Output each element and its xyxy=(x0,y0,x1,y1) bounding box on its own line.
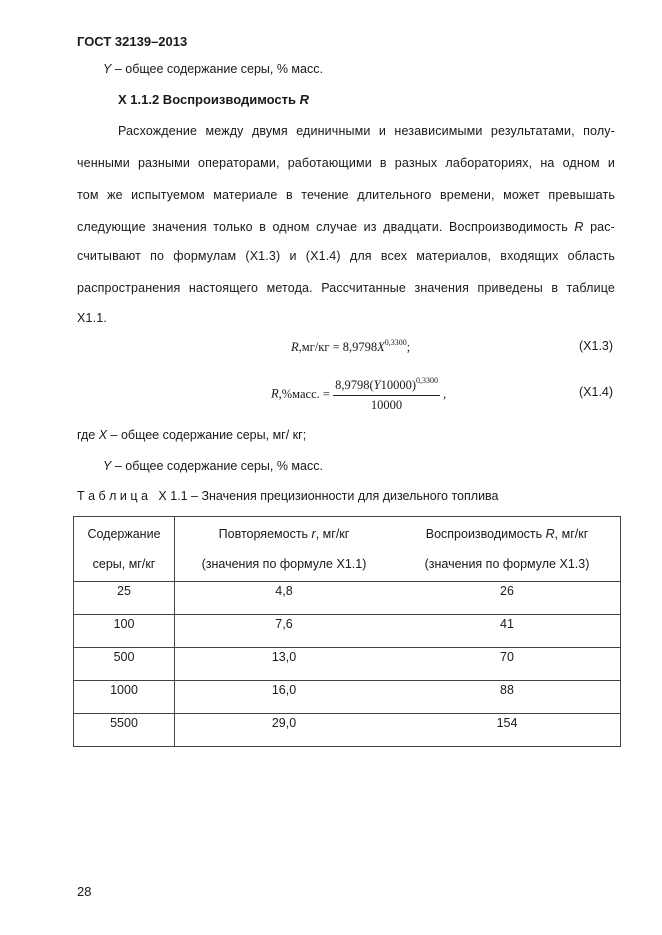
cell-content: 1000 xyxy=(74,681,175,714)
formula-var: Y xyxy=(373,378,381,392)
text: (значения по формуле Х1.1) xyxy=(201,557,367,571)
symbol-r: R xyxy=(574,220,584,234)
text: где xyxy=(77,428,99,442)
cell-repeatability: 4,8 xyxy=(175,582,394,615)
table-row xyxy=(74,648,621,681)
formula-x1-3 xyxy=(291,338,410,355)
cell-content: 25 xyxy=(74,582,175,615)
text: (значения по формуле Х1.3) xyxy=(424,557,590,571)
document-header: ГОСТ 32139–2013 xyxy=(77,34,188,49)
definition-text: – общее содержание серы, % масс. xyxy=(111,62,323,76)
cell-repeatability: 13,0 xyxy=(175,648,394,681)
cell-content: 100 xyxy=(74,615,175,648)
formula-exponent: 0,3300 xyxy=(384,338,407,347)
symbol-R: R xyxy=(545,527,555,541)
table-row xyxy=(74,615,621,648)
section-title xyxy=(118,92,309,107)
cell-repeatability: 29,0 xyxy=(175,714,394,747)
text: Воспроизводимость xyxy=(425,527,546,541)
symbol-r: r xyxy=(311,527,316,541)
formula-unit: ,%масс. = xyxy=(278,387,334,401)
formula-tail: , xyxy=(443,387,447,401)
table-row xyxy=(74,582,621,615)
cell-content: 5500 xyxy=(74,714,175,747)
text: , мг/кг xyxy=(554,527,589,541)
formula-x1-4 xyxy=(271,376,446,413)
header-repeatability xyxy=(175,517,394,582)
paragraph-line: ченными разными операторами, работающими в разных лабораториях, на одном и xyxy=(77,156,615,170)
paragraph-line: Расхождение между двумя единичными и независимыми результатами, полу- xyxy=(118,124,615,138)
cell-reproducibility: 41 xyxy=(394,615,621,648)
formula-symbol: R xyxy=(291,340,299,354)
paragraph-line: распространения настоящего метода. Рассчитанные значения приведены в таблице xyxy=(77,281,615,295)
text: серы, мг/кг xyxy=(92,557,156,571)
equation-label: (Х1.4) xyxy=(579,385,614,399)
paragraph-line: считывают по формулам (Х1.3) и (Х1.4) для всех материалов, входящих область xyxy=(77,249,615,263)
y-definition xyxy=(103,459,323,473)
table-row xyxy=(74,714,621,747)
section-symbol: R xyxy=(299,92,310,107)
text: 10000) xyxy=(380,378,416,392)
caption-text: – Значения прецизионности для дизельного топлива xyxy=(187,489,499,503)
formula-coef: 8,9798 xyxy=(342,340,378,354)
y-definition-top xyxy=(103,62,323,76)
section-number: Х 1.1.2 Воспроизводимость xyxy=(118,92,300,107)
cell-repeatability: 16,0 xyxy=(175,681,394,714)
paragraph-line xyxy=(77,220,615,234)
paragraph-line: том же испытуемом материале в течение длительного времени, может превышать xyxy=(77,188,615,202)
fraction xyxy=(333,376,440,413)
page-number: 28 xyxy=(77,884,92,899)
text: Повторяемость xyxy=(218,527,312,541)
text: , мг/кг xyxy=(315,527,350,541)
caption-prefix: Т а б л и ц а Х 1.1 xyxy=(77,489,188,503)
formula-var: X xyxy=(377,340,385,354)
variable-y: Y xyxy=(103,62,112,76)
paragraph-line: Х1.1. xyxy=(77,311,107,325)
formula-unit: ,мг/кг = xyxy=(298,340,343,354)
table-row xyxy=(74,681,621,714)
formula-symbol: R xyxy=(271,386,279,401)
text: Содержание xyxy=(87,527,161,541)
equation-label: (Х1.3) xyxy=(579,339,614,353)
text: – общее содержание серы, % масс. xyxy=(111,459,323,473)
cell-repeatability: 7,6 xyxy=(175,615,394,648)
header-sulfur-content xyxy=(74,517,175,582)
x-definition xyxy=(77,428,306,442)
text: – общее содержание серы, мг/ кг; xyxy=(107,428,307,442)
cell-reproducibility: 88 xyxy=(394,681,621,714)
precision-table xyxy=(73,516,621,747)
table-caption xyxy=(77,489,499,503)
cell-reproducibility: 26 xyxy=(394,582,621,615)
cell-reproducibility: 70 xyxy=(394,648,621,681)
numerator xyxy=(333,376,440,396)
denominator: 10000 xyxy=(370,398,403,412)
cell-reproducibility: 154 xyxy=(394,714,621,747)
formula-exponent: 0,3300 xyxy=(416,376,438,385)
variable-x: X xyxy=(98,428,108,442)
table-header-row xyxy=(74,517,621,582)
text: рас- xyxy=(583,220,615,234)
cell-content: 500 xyxy=(74,648,175,681)
header-reproducibility xyxy=(394,517,621,582)
variable-y: Y xyxy=(103,459,112,473)
text: следующие значения только в одном случае из двадцати. Воспроизводимость xyxy=(77,220,575,234)
text: 8,9798( xyxy=(335,378,374,392)
formula-tail: ; xyxy=(406,340,411,354)
